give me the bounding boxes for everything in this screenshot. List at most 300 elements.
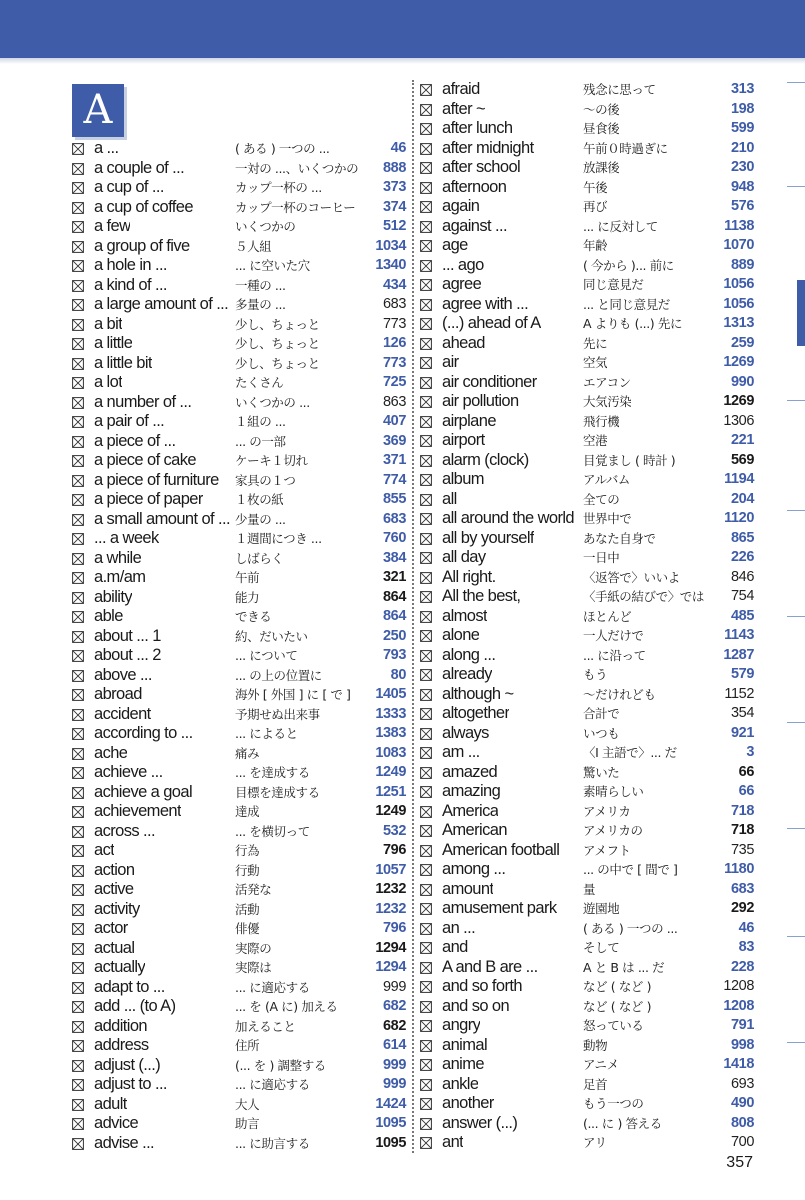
crossed-checkbox-icon[interactable] (72, 260, 84, 272)
crossed-checkbox-icon[interactable] (72, 241, 84, 253)
vocab-entry (72, 295, 408, 315)
crossed-checkbox-icon[interactable] (72, 689, 84, 701)
vocab-entry (72, 685, 408, 705)
entry-word: an ... (442, 918, 476, 937)
entry-meaning: (... に ) 答える (583, 1115, 662, 1131)
entry-page-number: 1313 (723, 315, 754, 331)
entry-meaning: A と B は ... だ (583, 959, 665, 975)
vocab-entry (72, 1056, 408, 1076)
entry-meaning: 一日中 (583, 550, 620, 565)
crossed-checkbox-icon[interactable] (72, 1118, 84, 1130)
entry-page-number: 204 (731, 490, 754, 507)
crossed-checkbox-icon[interactable] (72, 494, 84, 506)
crossed-checkbox-icon[interactable] (72, 221, 84, 233)
vocab-entry (72, 978, 408, 998)
vocab-entry (420, 997, 756, 1017)
crossed-checkbox-icon[interactable] (72, 514, 84, 526)
entry-meaning: ～だけれども (583, 686, 656, 702)
entry-word: after ~ (442, 99, 486, 118)
entry-word: achieve ... (94, 763, 163, 781)
entry-word: All the best, (442, 587, 521, 605)
vocab-entry (420, 353, 756, 373)
crossed-checkbox-icon[interactable] (420, 962, 432, 974)
entry-page-number: 990 (731, 373, 754, 390)
entry-word: alarm (clock) (442, 450, 529, 469)
crossed-checkbox-icon[interactable] (420, 143, 432, 155)
entry-word: abroad (94, 685, 142, 703)
vocab-entry (420, 470, 756, 490)
crossed-checkbox-icon[interactable] (420, 806, 432, 818)
crossed-checkbox-icon[interactable] (420, 767, 432, 779)
entry-word: ant (442, 1133, 464, 1151)
entry-page-number: 1294 (375, 939, 406, 956)
vocab-entry (420, 431, 756, 451)
vocab-entry (72, 393, 408, 413)
crossed-checkbox-icon[interactable] (420, 416, 432, 428)
crossed-checkbox-icon[interactable] (72, 806, 84, 818)
crossed-checkbox-icon[interactable] (420, 182, 432, 194)
entry-meaning: たくさん (235, 375, 284, 390)
crossed-checkbox-icon[interactable] (72, 143, 84, 155)
crossed-checkbox-icon[interactable] (420, 728, 432, 740)
entry-word: after lunch (442, 119, 513, 137)
crossed-checkbox-icon[interactable] (420, 1040, 432, 1052)
crossed-checkbox-icon[interactable] (420, 786, 432, 798)
crossed-checkbox-icon[interactable] (72, 475, 84, 487)
crossed-checkbox-icon[interactable] (420, 1118, 432, 1130)
entry-page-number: 808 (731, 1114, 754, 1131)
crossed-checkbox-icon[interactable] (420, 338, 432, 350)
entry-page-number: 888 (383, 159, 406, 176)
entry-word: and so forth (442, 977, 522, 995)
entry-page-number: 1143 (724, 627, 754, 643)
entry-word: advice (94, 1114, 139, 1132)
crossed-checkbox-icon[interactable] (72, 845, 84, 857)
vocab-entry (420, 665, 756, 685)
entry-meaning: 家具の１つ (235, 472, 296, 488)
crossed-checkbox-icon[interactable] (420, 318, 432, 330)
entry-page-number: 1418 (723, 1056, 754, 1072)
entry-word: according to ... (94, 724, 193, 742)
vocab-entry (420, 782, 756, 802)
entry-page-number: 735 (731, 841, 754, 858)
crossed-checkbox-icon[interactable] (420, 650, 432, 662)
crossed-checkbox-icon[interactable] (72, 163, 84, 175)
vocab-entry (420, 704, 756, 724)
crossed-checkbox-icon[interactable] (72, 611, 84, 623)
crossed-checkbox-icon[interactable] (72, 436, 84, 448)
crossed-checkbox-icon[interactable] (72, 299, 84, 311)
entry-word: agree with ... (442, 294, 529, 313)
entry-page-number: 693 (731, 1075, 754, 1092)
crossed-checkbox-icon[interactable] (420, 1020, 432, 1032)
crossed-checkbox-icon[interactable] (72, 592, 84, 604)
crossed-checkbox-icon[interactable] (72, 962, 84, 974)
entry-word: afraid (442, 80, 480, 98)
entry-page-number: 700 (731, 1134, 754, 1150)
entry-page-number: 371 (383, 452, 406, 468)
crossed-checkbox-icon[interactable] (72, 982, 84, 994)
vocab-entry (420, 841, 756, 861)
vocab-entry (72, 159, 408, 179)
entry-page-number: 846 (731, 568, 754, 585)
entry-word: act (94, 841, 115, 859)
vocab-entry (72, 568, 408, 588)
vocab-entry (72, 724, 408, 744)
crossed-checkbox-icon[interactable] (72, 728, 84, 740)
entry-page-number: 718 (731, 822, 754, 838)
entry-meaning: 予期せぬ出来事 (235, 706, 320, 722)
crossed-checkbox-icon[interactable] (420, 747, 432, 759)
crossed-checkbox-icon[interactable] (420, 260, 432, 272)
crossed-checkbox-icon[interactable] (420, 1098, 432, 1110)
entry-word: a kind of ... (94, 275, 167, 294)
vocab-entry (420, 1016, 756, 1036)
word-list-right (420, 80, 756, 1153)
crossed-checkbox-icon[interactable] (72, 1079, 84, 1091)
entry-page-number: 791 (731, 1017, 754, 1033)
vocab-entry (420, 880, 756, 900)
crossed-checkbox-icon[interactable] (72, 397, 84, 409)
crossed-checkbox-icon[interactable] (72, 338, 84, 350)
entry-meaning: アメフト (583, 842, 631, 858)
crossed-checkbox-icon[interactable] (72, 416, 84, 428)
crossed-checkbox-icon[interactable] (420, 923, 432, 935)
entry-word: actually (94, 958, 146, 976)
entry-word: a.m/am (94, 568, 146, 586)
vocab-entry (72, 1036, 408, 1056)
crossed-checkbox-icon[interactable] (72, 319, 84, 331)
crossed-checkbox-icon[interactable] (420, 611, 432, 623)
vocab-entry (72, 900, 408, 920)
entry-page-number: 855 (383, 491, 406, 507)
crossed-checkbox-icon[interactable] (420, 84, 432, 96)
entry-meaning: 全ての (583, 491, 620, 507)
entry-meaning: ... に適応する (235, 979, 310, 995)
vocab-entry (72, 588, 408, 608)
entry-word: after school (442, 158, 521, 176)
entry-word: adult (94, 1094, 127, 1113)
crossed-checkbox-icon[interactable] (420, 825, 432, 837)
crossed-checkbox-icon[interactable] (72, 865, 84, 877)
entry-word: achieve a goal (94, 782, 193, 801)
entry-page-number: 1034 (375, 237, 406, 254)
crossed-checkbox-icon[interactable] (72, 826, 84, 838)
entry-page-number: 66 (738, 783, 754, 799)
entry-page-number: 1194 (724, 471, 754, 487)
entry-word: again (442, 197, 480, 215)
crossed-checkbox-icon[interactable] (420, 1137, 432, 1149)
crossed-checkbox-icon[interactable] (72, 787, 84, 799)
vocab-entry (72, 861, 408, 881)
crossed-checkbox-icon[interactable] (72, 748, 84, 760)
entry-word: album (442, 470, 484, 488)
entry-word: adjust (...) (94, 1055, 161, 1074)
entry-page-number: 1287 (723, 646, 754, 663)
crossed-checkbox-icon[interactable] (72, 670, 84, 682)
crossed-checkbox-icon[interactable] (420, 240, 432, 252)
vocab-entry (420, 334, 756, 354)
entry-page-number: 599 (731, 120, 754, 136)
entry-page-number: 83 (738, 939, 754, 955)
vocab-entry (72, 705, 408, 725)
entry-meaning: 目覚まし ( 時計 ) (583, 452, 676, 468)
vocab-entry (72, 939, 408, 959)
entry-meaning: 空港 (583, 433, 608, 448)
entry-page-number: 1424 (375, 1095, 406, 1112)
entry-meaning: 怒っている (583, 1018, 644, 1033)
crossed-checkbox-icon[interactable] (72, 202, 84, 214)
entry-meaning: ５人組 (235, 238, 272, 254)
entry-word: among ... (442, 860, 506, 878)
entry-page-number: 948 (731, 178, 754, 195)
entry-word: a couple of ... (94, 158, 185, 177)
entry-page-number: 718 (731, 802, 754, 819)
entry-meaning: ( 今から )... 前に (583, 257, 674, 273)
entry-word: a large amount of ... (94, 295, 229, 313)
entry-meaning: 活動 (235, 901, 260, 917)
crossed-checkbox-icon[interactable] (72, 182, 84, 194)
entry-meaning: 住所 (235, 1038, 260, 1053)
crossed-checkbox-icon[interactable] (420, 221, 432, 233)
vocab-entry (420, 451, 756, 471)
crossed-checkbox-icon[interactable] (420, 201, 432, 213)
crossed-checkbox-icon[interactable] (420, 377, 432, 389)
crossed-checkbox-icon[interactable] (420, 591, 432, 603)
entry-word: a cup of ... (94, 178, 164, 196)
vocab-entry (420, 568, 756, 588)
entry-page-number: 292 (731, 900, 754, 916)
entry-page-number: 369 (383, 432, 406, 449)
entry-meaning: 合計で (583, 706, 620, 721)
entry-word: a while (94, 548, 142, 567)
crossed-checkbox-icon[interactable] (72, 1001, 84, 1013)
crossed-checkbox-icon[interactable] (420, 513, 432, 525)
crossed-checkbox-icon[interactable] (420, 884, 432, 896)
vocab-entry (72, 627, 408, 647)
entry-word: altogether (442, 704, 510, 722)
crossed-checkbox-icon[interactable] (72, 631, 84, 643)
crossed-checkbox-icon[interactable] (72, 709, 84, 721)
edge-tick (787, 1042, 805, 1043)
entry-meaning: A よりも (...) 先に (583, 316, 683, 331)
entry-page-number: 999 (383, 1076, 406, 1092)
crossed-checkbox-icon[interactable] (420, 708, 432, 720)
entry-page-number: 576 (731, 198, 754, 214)
entry-page-number: 1269 (723, 393, 754, 409)
crossed-checkbox-icon[interactable] (72, 767, 84, 779)
entry-page-number: 773 (383, 315, 406, 332)
entry-word: a piece of furniture (94, 470, 219, 489)
crossed-checkbox-icon[interactable] (72, 572, 84, 584)
entry-word: and so on (442, 996, 510, 1015)
crossed-checkbox-icon[interactable] (420, 494, 432, 506)
entry-meaning: いくつかの (235, 219, 296, 234)
entry-meaning: 実際の (235, 940, 272, 956)
entry-word: adjust to ... (94, 1075, 167, 1093)
entry-meaning: 遊園地 (583, 901, 620, 916)
crossed-checkbox-icon[interactable] (420, 864, 432, 876)
entry-meaning: ... について (235, 648, 298, 663)
crossed-checkbox-icon[interactable] (420, 845, 432, 857)
entry-meaning: エアコン (583, 374, 631, 390)
entry-meaning: 〈I 主語で〉... だ (583, 745, 677, 760)
entry-meaning: 同じ意見だ (583, 277, 644, 292)
entry-word: a pair of ... (94, 412, 165, 430)
crossed-checkbox-icon[interactable] (420, 552, 432, 564)
vocab-entry (72, 549, 408, 569)
entry-page-number: 1249 (375, 764, 406, 780)
crossed-checkbox-icon[interactable] (72, 280, 84, 292)
crossed-checkbox-icon[interactable] (72, 553, 84, 565)
vocab-entry (72, 490, 408, 510)
vocab-entry (72, 744, 408, 764)
entry-page-number: 250 (383, 627, 406, 644)
crossed-checkbox-icon[interactable] (420, 455, 432, 467)
entry-page-number: 228 (731, 958, 754, 975)
crossed-checkbox-icon[interactable] (420, 1059, 432, 1071)
entry-meaning: アメリカの (583, 823, 643, 838)
entry-meaning: 飛行機 (583, 413, 620, 429)
entry-meaning: 昼食後 (583, 121, 620, 136)
vocab-entry (420, 158, 756, 178)
entry-word: All right. (442, 567, 496, 586)
entry-word: almost (442, 606, 487, 625)
entry-page-number: 373 (383, 179, 406, 195)
vocab-entry (420, 139, 756, 159)
crossed-checkbox-icon[interactable] (420, 396, 432, 408)
entry-meaning: 世界中で (583, 511, 632, 526)
vocab-entry (420, 685, 756, 705)
vocab-entry (420, 509, 756, 529)
entry-page-number: 614 (383, 1037, 406, 1053)
entry-meaning: 放課後 (583, 160, 620, 175)
crossed-checkbox-icon[interactable] (72, 455, 84, 467)
crossed-checkbox-icon[interactable] (72, 904, 84, 916)
vocab-entry (420, 1094, 756, 1114)
entry-page-number: 313 (731, 81, 754, 97)
vocab-entry (420, 626, 756, 646)
vocab-entry (72, 451, 408, 471)
entry-meaning: 先に (583, 335, 608, 351)
crossed-checkbox-icon[interactable] (420, 669, 432, 681)
vocab-entry (420, 899, 756, 919)
entry-meaning: 活発な (235, 882, 272, 897)
page-number: 357 (726, 1154, 753, 1171)
entry-page-number: 682 (383, 1017, 406, 1034)
entry-word: a piece of cake (94, 451, 196, 469)
entry-page-number: 1383 (375, 725, 406, 741)
crossed-checkbox-icon[interactable] (420, 104, 432, 116)
entry-meaning: ... によると (235, 726, 298, 741)
entry-word: another (442, 1094, 494, 1112)
crossed-checkbox-icon[interactable] (420, 299, 432, 311)
crossed-checkbox-icon[interactable] (420, 474, 432, 486)
crossed-checkbox-icon[interactable] (72, 377, 84, 389)
crossed-checkbox-icon[interactable] (420, 1079, 432, 1091)
crossed-checkbox-icon[interactable] (72, 650, 84, 662)
entry-word: ... a week (94, 529, 159, 547)
crossed-checkbox-icon[interactable] (72, 533, 84, 545)
entry-meaning: カップ一杯の ... (235, 180, 322, 195)
crossed-checkbox-icon[interactable] (420, 981, 432, 993)
vocab-entry (72, 1114, 408, 1134)
entry-meaning: 残念に思って (583, 82, 656, 97)
entry-page-number: 725 (383, 374, 406, 390)
vocab-entry (72, 354, 408, 374)
entry-word: a cup of coffee (94, 197, 193, 216)
entry-meaning: そして (583, 940, 620, 955)
crossed-checkbox-icon[interactable] (72, 943, 84, 955)
entry-page-number: 683 (731, 880, 754, 897)
crossed-checkbox-icon[interactable] (420, 572, 432, 584)
crossed-checkbox-icon[interactable] (420, 435, 432, 447)
entry-meaning: 実際は (235, 960, 272, 975)
crossed-checkbox-icon[interactable] (420, 533, 432, 545)
vocab-entry (72, 471, 408, 491)
crossed-checkbox-icon[interactable] (420, 942, 432, 954)
vocab-entry (72, 607, 408, 627)
entry-word: air (442, 353, 459, 371)
crossed-checkbox-icon[interactable] (420, 903, 432, 915)
crossed-checkbox-icon[interactable] (72, 1021, 84, 1033)
entry-word: accident (94, 704, 151, 723)
crossed-checkbox-icon[interactable] (420, 357, 432, 369)
edge-tick (787, 936, 805, 937)
crossed-checkbox-icon[interactable] (420, 279, 432, 291)
crossed-checkbox-icon[interactable] (72, 884, 84, 896)
entry-meaning: など ( など ) (583, 979, 652, 994)
crossed-checkbox-icon[interactable] (72, 1040, 84, 1052)
entry-meaning: など ( など ) (583, 998, 652, 1014)
entry-meaning: ... の上の位置に (235, 667, 322, 683)
crossed-checkbox-icon[interactable] (420, 162, 432, 174)
crossed-checkbox-icon[interactable] (72, 1060, 84, 1072)
entry-word: animal (442, 1035, 488, 1054)
crossed-checkbox-icon[interactable] (420, 123, 432, 135)
column-divider (412, 80, 414, 1153)
entry-meaning: 少し、ちょっと (235, 336, 320, 351)
entry-page-number: 485 (731, 607, 754, 624)
entry-word: and (442, 938, 468, 956)
entry-page-number: 354 (731, 705, 754, 721)
entry-meaning: アニメ (583, 1057, 619, 1072)
entry-word: angry (442, 1016, 481, 1034)
entry-page-number: 1333 (375, 705, 406, 722)
crossed-checkbox-icon[interactable] (72, 358, 84, 370)
entry-meaning: ... に適応する (235, 1077, 310, 1092)
crossed-checkbox-icon[interactable] (72, 1099, 84, 1111)
crossed-checkbox-icon[interactable] (420, 630, 432, 642)
entry-meaning: 足首 (583, 1076, 608, 1092)
header-band (0, 0, 805, 58)
entry-meaning: 行動 (235, 862, 260, 878)
crossed-checkbox-icon[interactable] (420, 689, 432, 701)
entry-meaning: 午前 (235, 570, 260, 585)
entry-word: anime (442, 1055, 484, 1073)
crossed-checkbox-icon[interactable] (72, 1138, 84, 1150)
entry-word: actor (94, 919, 128, 937)
entry-page-number: 863 (383, 393, 406, 410)
crossed-checkbox-icon[interactable] (72, 923, 84, 935)
entry-meaning: いくつかの ... (235, 394, 310, 410)
entry-meaning: 痛み (235, 745, 260, 761)
vocab-entry (420, 256, 756, 276)
vocab-entry (420, 197, 756, 217)
edge-index-marker (797, 280, 805, 346)
entry-word: address (94, 1036, 149, 1054)
crossed-checkbox-icon[interactable] (420, 1001, 432, 1013)
